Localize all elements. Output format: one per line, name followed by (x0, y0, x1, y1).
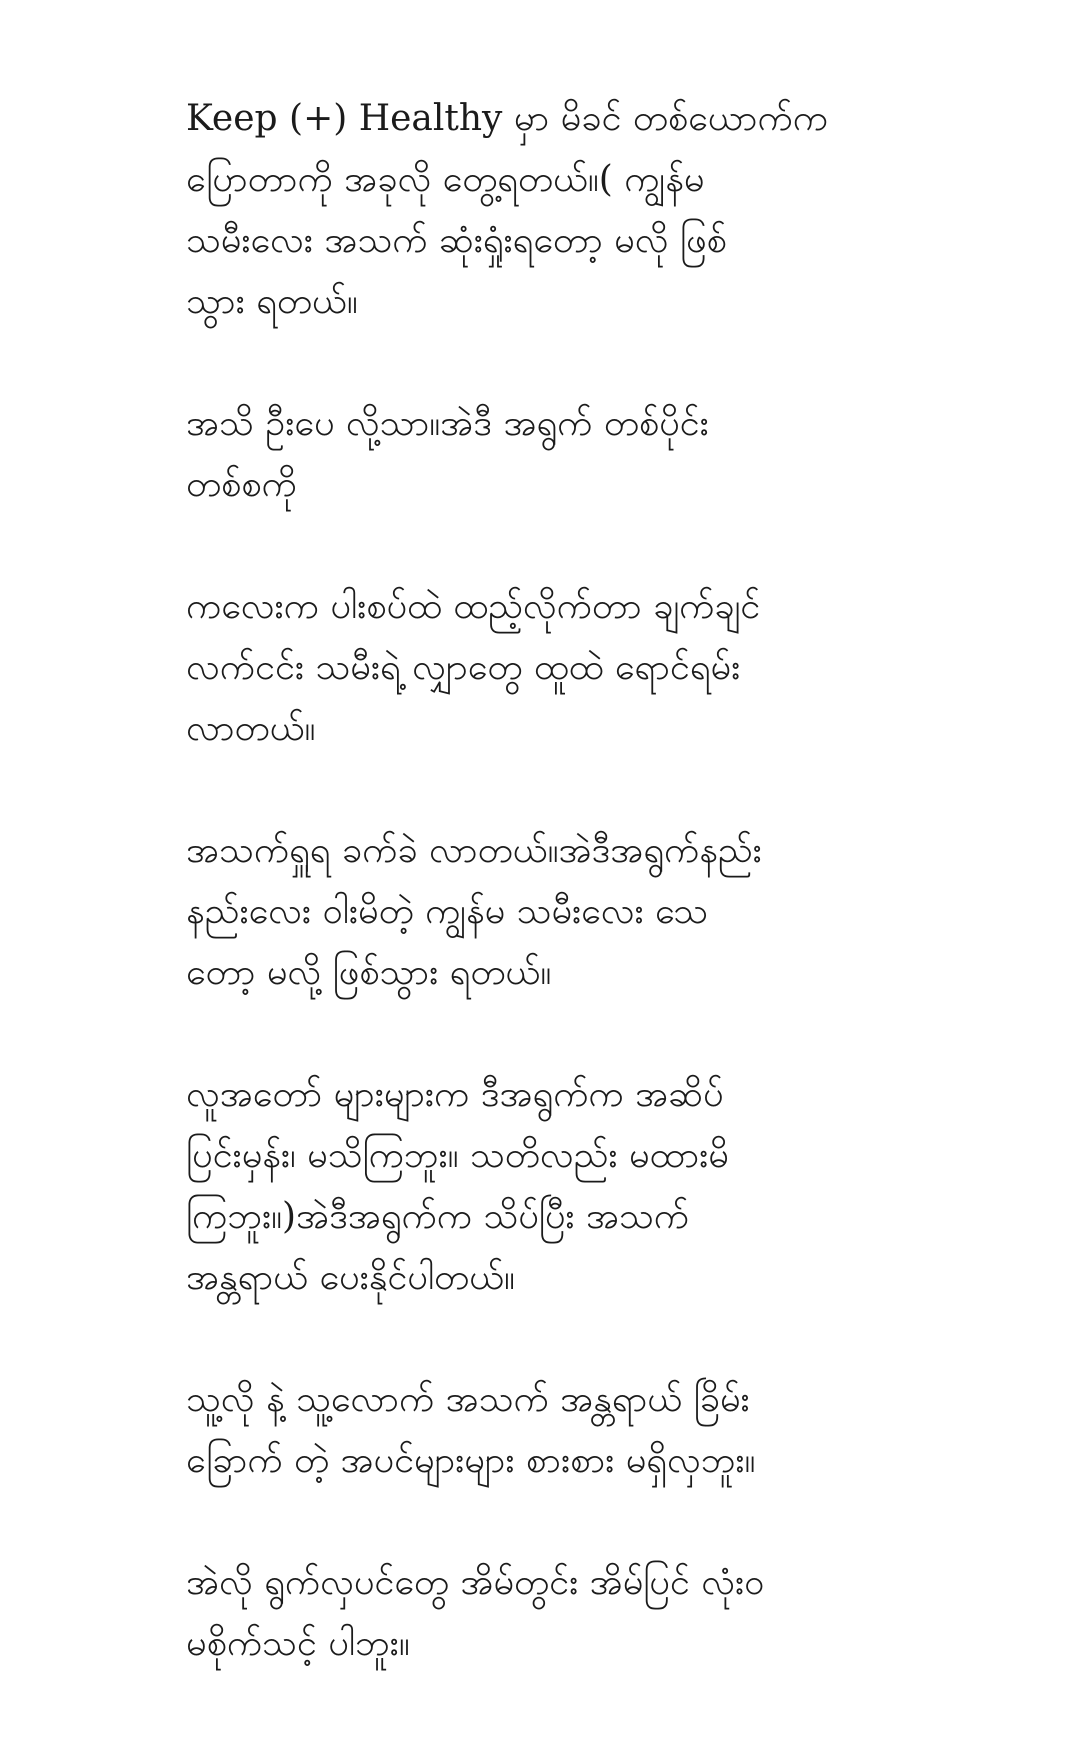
paragraph-breathing: အသက်ရှူရ ခက်ခဲ လာတယ်။အဲဒီအရွက်နည်း နည်းလေး ဝါးမိတဲ့ ကျွန်မ သမီးလေး သေ တော့ မလို့ ဖြစ်သွား ရတယ်။ (186, 830, 762, 993)
post-text-body (186, 88, 906, 1674)
paragraph-warning: လူအတော် များများက ဒီအရွက်က အဆိပ် ပြင်းမှန်း၊ မသိကြဘူး။ သတိလည်း မထားမိ ကြဘူး။)အဲဒီအရွက်က သိပ်ပြီး အသက် အန္တရာယ် ပေးနိုင်ပါတယ်။ (186, 1074, 729, 1298)
paragraph-intro: Keep (+) Healthy မှာ မိခင် တစ်ယောက်က ပြောတာကို အခုလို တွေ့ရတယ်။( ကျွန်မ သမီးလေး အသက် ဆုံးရှုံးရတော့ မလို ဖြစ် သွား ရတယ်။ (186, 98, 828, 322)
paragraph-danger: သူ့လို နဲ့ သူ့လောက် အသက် အန္တရာယ် ခြိမ်း ခြောက် တဲ့ အပင်များများ စားစား မရှိလှဘူး။ (186, 1379, 756, 1481)
paragraph-advice: အဲလို ရွက်လှပင်တွေ အိမ်တွင်း အိမ်ပြင် လုံးဝ မစိုက်သင့် ပါဘူး။ (186, 1562, 765, 1664)
paragraph-plant-name: အသိ ဦးပေ လို့သာ။အဲဒီ အရွက် တစ်ပိုင်း တစ်စကို (186, 403, 709, 505)
paragraph-reaction: ကလေးက ပါးစပ်ထဲ ထည့်လိုက်တာ ချက်ချင် လက်ငင်း သမီးရဲ့ လျှာတွေ ထူထဲ ရောင်ရမ်း လာတယ်။ (186, 586, 761, 749)
